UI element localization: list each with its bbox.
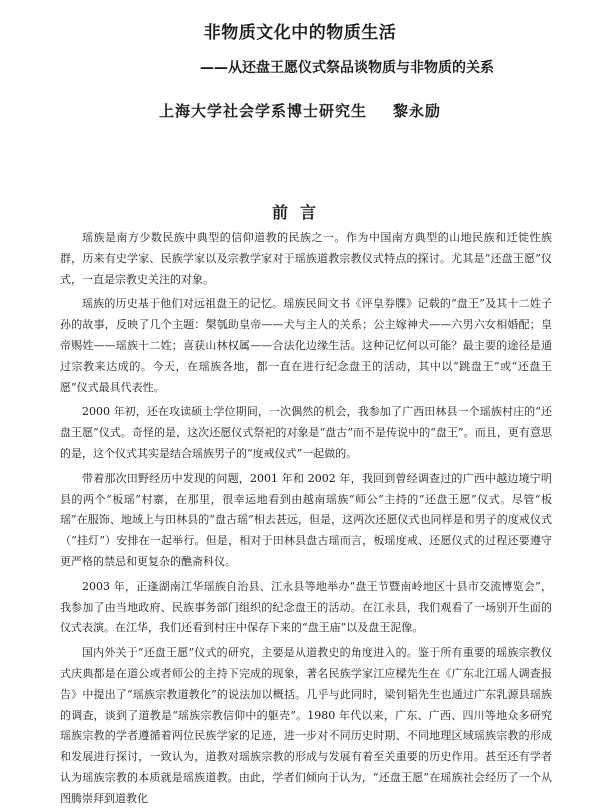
paragraph-2: 瑶族的历史基于他们对远祖盘王的记忆。瑶族民间文书《评皇券牒》记载的“盘王”及其十二姓子孙的故事，反映了几个主题：槃瓠助皇帝——犬与主人的关系；公主嫁神犬——六男六女相婚配；皇帝赐姓——瑶族十二姓；喜获山林权属——合法化边缘生活。这种记忆何以可能？最主要的途径是通过宗教来达成的。今天，在瑶族各地，都一直在进行纪念盘王的活动，其中以“跳盘王”或“还盘王愿”仪式最具代表性。 xyxy=(60,297,552,394)
paragraph-4: 带着那次田野经历中发现的问题，2001 年和 2002 年，我回到曾经调查过的广西中越边境宁明县的两个“板瑶”村寨，在那里，很幸运地看到由越南瑶族“师公”主持的“还盘王愿”仪式。尽管“板瑶”在服饰、地域上与田林县的“盘古瑶”相去甚远，但是，这两次还愿仪式也同样是和男子的度戒仪式（“挂灯”）安排在一起举行。但是，相对于田林县盘古瑶而言，板瑶度戒、还愿仪式的过程还要遵守更严格的禁忌和更复杂的醮斋科仪。 xyxy=(60,471,552,568)
article-title: 非物质文化中的物质生活 xyxy=(203,23,397,43)
article-subtitle: ——从还盘王愿仪式祭品谈物质与非物质的关系 xyxy=(200,60,494,76)
author-affiliation: 上海大学社会学系博士研究生 xyxy=(158,102,367,120)
paragraph-6: 国内外关于“还盘王愿”仪式的研究，主要是从道教史的角度进入的。鉴于所有重要的瑶族宗教仪式庆典都是在道公或者师公的主持下完成的现象，著名民族学家江应樑先生在《广东北江瑶人调查报告》中提出了“瑶族宗教道教化”的说法加以概括。几乎与此同时，梁钊韬先生也通过广东乳源县瑶族的调查，谈到了道教是“瑶族宗教信仰中的躯壳”。1980 年代以来，广东、广西、四川等地众多研究瑶族宗教的学者遵循着两位民族学家的足迹，进一步对不同历史时期、不同地理区域瑶族宗教的形成和发展进行探讨，一致认为，道教对瑶族宗教的形成与发展有着至关重要的历史作用。甚至还有学者认为瑶族宗教的本质就是瑶族道教。由此，学者们倾向于认为，“还盘王愿”在瑶族社会经历了一个从图腾崇拜到道教化 xyxy=(60,646,552,805)
body-text xyxy=(60,228,552,810)
paragraph-3: 2000 年初，还在攻读硕士学位期间，一次偶然的机会，我参加了广西田林县一个瑶族村庄的“还盘王愿”仪式。奇怪的是，这次还愿仪式祭祀的对象是“盘古”而不是传说中的“盘王”。而且，更有意思的是，这个仪式其实是结合瑶族男子的“度戒仪式”一起做的。 xyxy=(60,405,552,460)
section-heading-preface: 前言 xyxy=(271,203,328,222)
author-name: 黎永励 xyxy=(393,102,442,120)
author-line xyxy=(0,100,600,121)
paragraph-5: 2003 年，正逢湖南江华瑶族自治县、江永县等地举办“盘王节暨南岭地区十县市交流博览会”，我参加了由当地政府、民族事务部门组织的纪念盘王的活动。在江永县，我们观看了一场别开生面的仪式表演。在江华，我们还看到村庄中保存下来的“盘王庙”以及盘王泥像。 xyxy=(60,579,552,635)
paragraph-1: 瑶族是南方少数民族中典型的信仰道教的民族之一。作为中国南方典型的山地民族和迁徙性族群，历来有史学家、民族学家以及宗教学家对于瑶族道教宗教仪式特点的探讨。尤其是“还盘王愿”仪式，一直是宗教史关注的对象。 xyxy=(60,231,552,286)
